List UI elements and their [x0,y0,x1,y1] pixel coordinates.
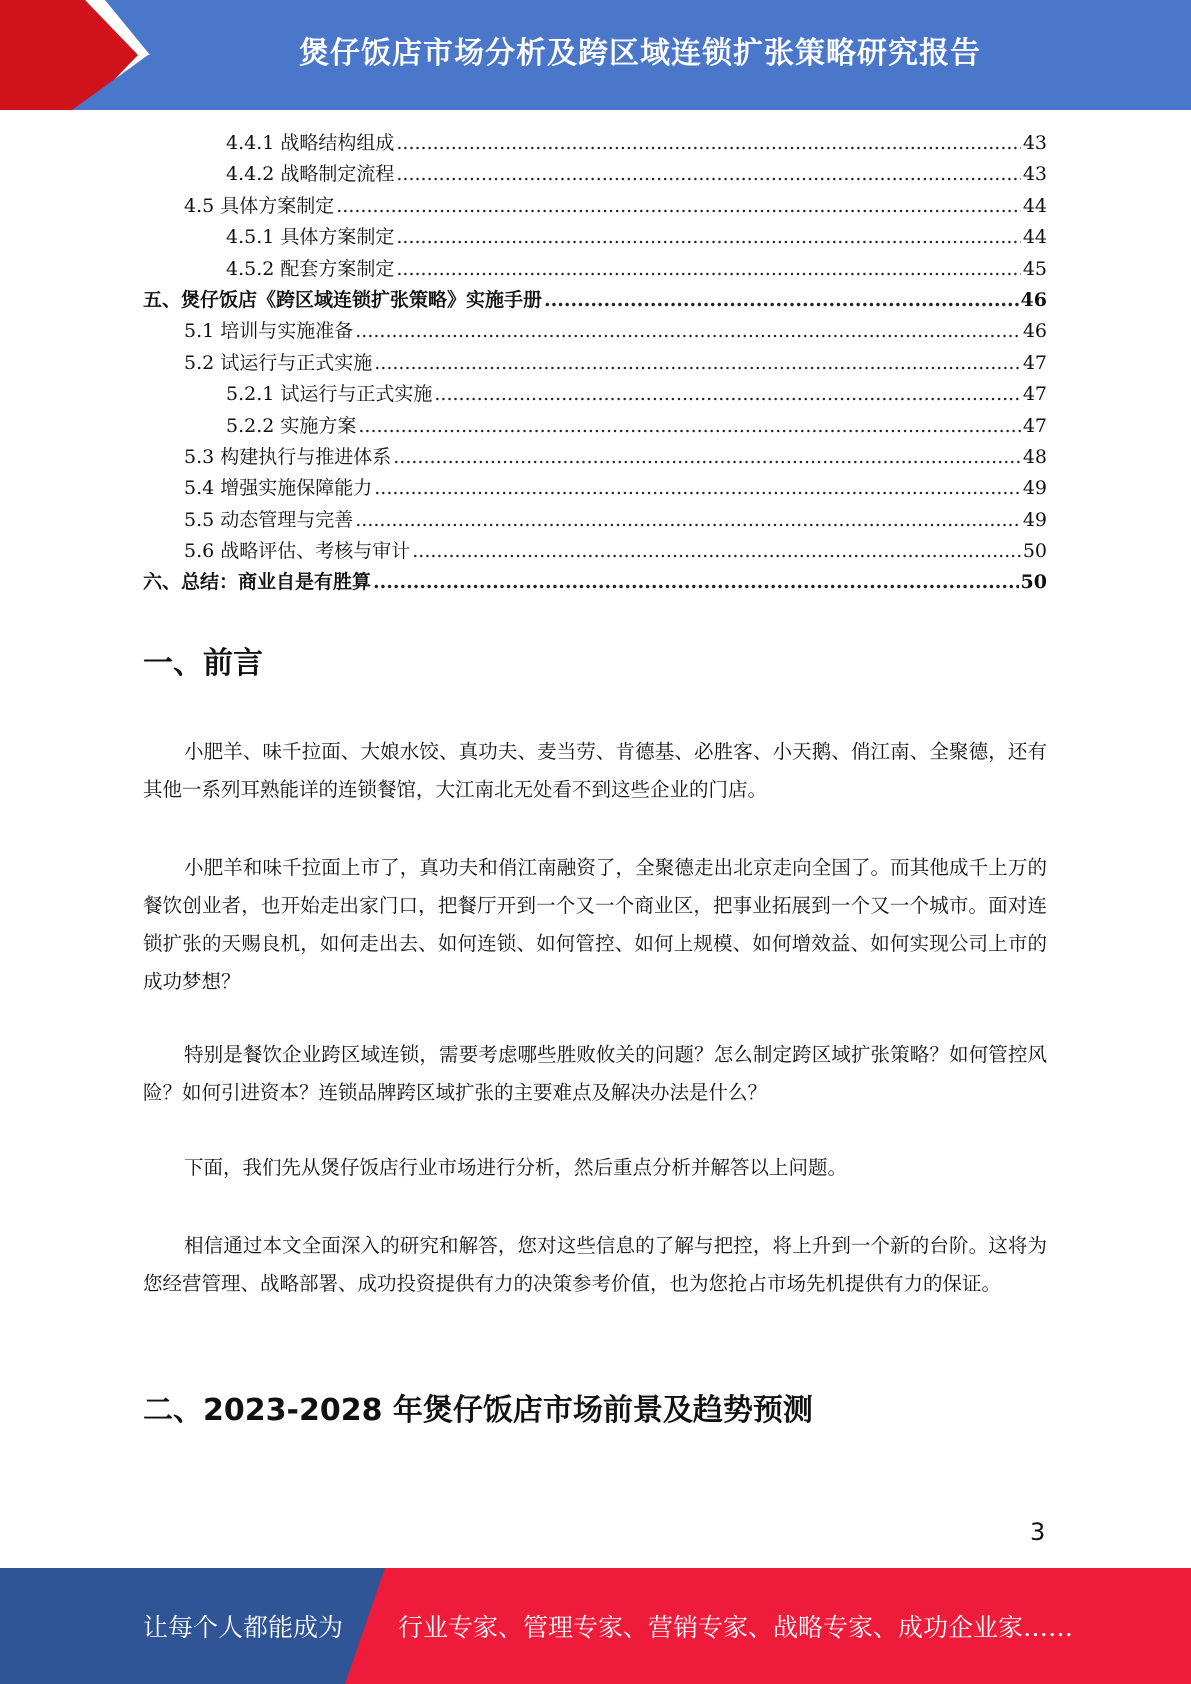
toc-leader-dots [396,128,1020,159]
toc-entry[interactable] [143,411,1047,442]
toc-entry-page: 50 [1022,540,1047,563]
section-heading-preface: 一、前言 [143,646,263,681]
toc-entry-page: 48 [1022,445,1047,468]
toc-entry-page: 47 [1022,414,1047,437]
toc-entry[interactable] [143,536,1047,567]
page-footer [0,1568,1191,1684]
toc-entry-page: 50 [1020,571,1047,594]
toc-entry-page: 49 [1022,477,1047,500]
toc-entry[interactable] [143,222,1047,253]
toc-leader-dots [396,159,1020,190]
toc-entry-label: 5.4 增强实施保障能力 [184,477,373,500]
toc-leader-dots [373,567,1019,598]
toc-entry-label: 5.2.1 试运行与正式实施 [226,383,433,406]
page-number: 3 [1030,1518,1046,1546]
toc-entry[interactable] [143,159,1047,190]
toc-leader-dots [358,411,1020,442]
toc-leader-dots [374,348,1021,379]
toc-entry-label: 4.5 具体方案制定 [184,194,335,217]
toc-entry-label: 5.3 构建执行与推进体系 [184,445,392,468]
toc-entry-page: 46 [1020,288,1047,311]
toc-entry[interactable] [143,505,1047,536]
toc-entry-page: 43 [1022,132,1047,154]
toc-entry[interactable] [143,254,1047,285]
toc-entry[interactable] [143,473,1047,504]
toc-entry-label: 4.5.1 具体方案制定 [226,226,395,249]
toc-entry-page: 44 [1022,226,1047,249]
section-heading-market-forecast: 二、2023-2028 年煲仔饭店市场前景及趋势预测 [143,1393,813,1428]
footer-slogan-right: 行业专家、管理专家、营销专家、战略专家、成功企业家…… [398,1613,1074,1642]
table-of-contents [143,128,1047,599]
toc-entry-page: 47 [1022,383,1047,406]
report-title: 煲仔饭店市场分析及跨区域连锁扩张策略研究报告 [299,36,981,71]
toc-entry-label: 5.6 战略评估、考核与审计 [184,540,411,563]
toc-leader-dots [412,536,1021,567]
paragraph: 相信通过本文全面深入的研究和解答，您对这些信息的了解与把控，将上升到一个新的台阶。这将为您经营管理、战略部署、成功投资提供有力的决策参考价值，也为您抢占市场先机提供有力的保证。 [143,1234,1047,1295]
toc-entry-label: 六、总结：商业自是有胜算 [143,571,372,594]
toc-entry-label: 五、煲仔饭店《跨区域连锁扩张策略》实施手册 [143,288,543,311]
toc-entry[interactable] [143,379,1047,410]
toc-entry-page: 46 [1022,320,1047,343]
toc-leader-dots [434,379,1020,410]
toc-entry-label: 4.4.1 战略结构组成 [226,132,395,154]
paragraph: 下面，我们先从煲仔饭店行业市场进行分析，然后重点分析并解答以上问题。 [184,1156,848,1179]
toc-entry[interactable] [143,348,1047,379]
toc-entry-page: 47 [1022,351,1047,374]
toc-entry-page: 44 [1022,194,1047,217]
toc-entry[interactable] [143,442,1047,473]
toc-leader-dots [374,473,1021,504]
toc-entry-label: 4.5.2 配套方案制定 [226,257,395,280]
toc-entry[interactable] [143,191,1047,222]
toc-entry-label: 5.2 试运行与正式实施 [184,351,373,374]
toc-entry-page: 49 [1022,508,1047,531]
toc-entry[interactable] [143,128,1047,159]
toc-leader-dots [355,316,1021,347]
toc-entry-label: 4.4.2 战略制定流程 [226,163,395,186]
toc-entry[interactable] [143,285,1047,316]
toc-entry[interactable] [143,316,1047,347]
toc-leader-dots [355,505,1021,536]
paragraph: 小肥羊、味千拉面、大娘水饺、真功夫、麦当劳、肯德基、必胜客、小天鹅、俏江南、全聚德，还有其他一系列耳熟能详的连锁餐馆，大江南北无处看不到这些企业的门店。 [143,740,1047,801]
toc-entry-label: 5.1 培训与实施准备 [184,320,354,343]
footer-slogan-left: 让每个人都能成为 [143,1613,344,1642]
toc-leader-dots [393,442,1021,473]
toc-leader-dots [396,254,1020,285]
toc-entry-page: 45 [1022,257,1047,280]
paragraph: 小肥羊和味千拉面上市了，真功夫和俏江南融资了，全聚德走出北京走向全国了。而其他成千上万的餐饮创业者，也开始走出家门口，把餐厅开到一个又一个商业区，把事业拓展到一个又一个城市。面对连锁扩张的天赐良机，如何走出去、如何连锁、如何管控、如何上规模、如何增效益、如何实现公司上市的成功梦想？ [143,856,1047,993]
toc-entry-page: 43 [1022,163,1047,186]
paragraph: 特别是餐饮企业跨区域连锁，需要考虑哪些胜败攸关的问题？怎么制定跨区域扩张策略？如何管控风险？如何引进资本？连锁品牌跨区域扩张的主要难点及解决办法是什么？ [143,1043,1047,1104]
toc-leader-dots [336,191,1021,222]
page-header [0,0,1191,110]
toc-leader-dots [396,222,1020,253]
toc-entry-label: 5.2.2 实施方案 [226,414,357,437]
toc-entry-label: 5.5 动态管理与完善 [184,508,354,531]
toc-leader-dots [544,285,1019,316]
toc-entry[interactable] [143,567,1047,598]
